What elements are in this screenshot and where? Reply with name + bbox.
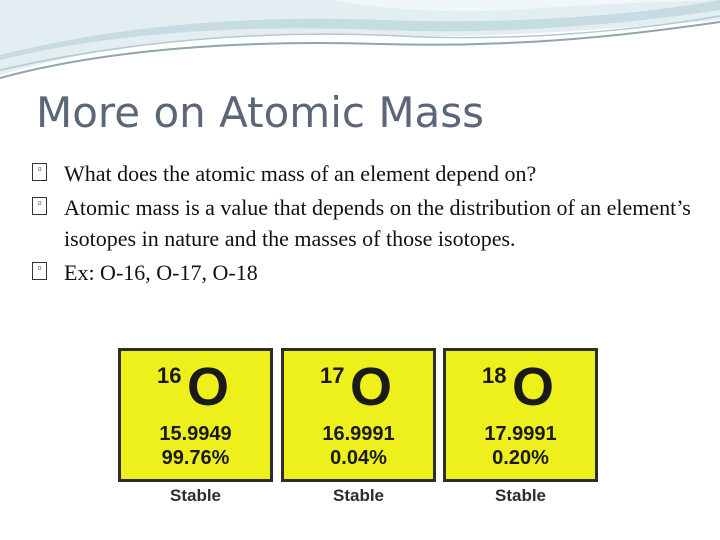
- natural-abundance: 99.76%: [161, 447, 230, 469]
- atomic-mass: 17.9991: [484, 423, 557, 445]
- stability-label: Stable: [494, 486, 547, 505]
- atomic-mass: 16.9991: [322, 423, 395, 445]
- bullet-list: [30, 158, 698, 291]
- stability-label: Stable: [169, 486, 222, 505]
- mass-number: 18: [482, 363, 507, 388]
- isotope-tile-o18: [443, 348, 598, 482]
- natural-abundance: 0.20%: [492, 447, 549, 469]
- bullet-text: Ex: O-16, O-17, O-18: [64, 260, 258, 285]
- element-symbol: O: [512, 357, 555, 417]
- bullet-icon: ▫: [32, 262, 47, 280]
- mass-number: 16: [157, 363, 182, 388]
- slide-title: More on Atomic Mass: [36, 88, 485, 137]
- isotope-tile-o17: [281, 348, 436, 482]
- mass-number: 17: [320, 363, 345, 388]
- atomic-mass: 15.9949: [159, 423, 232, 445]
- bullet-item: [30, 192, 698, 254]
- element-symbol: O: [350, 357, 393, 417]
- bullet-icon: ▫: [32, 163, 47, 181]
- bullet-item: [30, 158, 698, 189]
- bullet-item: [30, 257, 698, 288]
- bullet-icon: ▫: [32, 197, 47, 215]
- natural-abundance: 0.04%: [330, 447, 387, 469]
- isotope-figure: [108, 340, 608, 520]
- element-symbol: O: [187, 357, 230, 417]
- header-swoosh-decoration: [0, 0, 720, 80]
- bullet-text: What does the atomic mass of an element depend on?: [64, 161, 537, 186]
- isotope-tile-o16: [118, 348, 273, 482]
- bullet-text: Atomic mass is a value that depends on the distribution of an element’s isotopes in nature and the masses of those isotopes.: [64, 195, 691, 251]
- stability-label: Stable: [332, 486, 385, 505]
